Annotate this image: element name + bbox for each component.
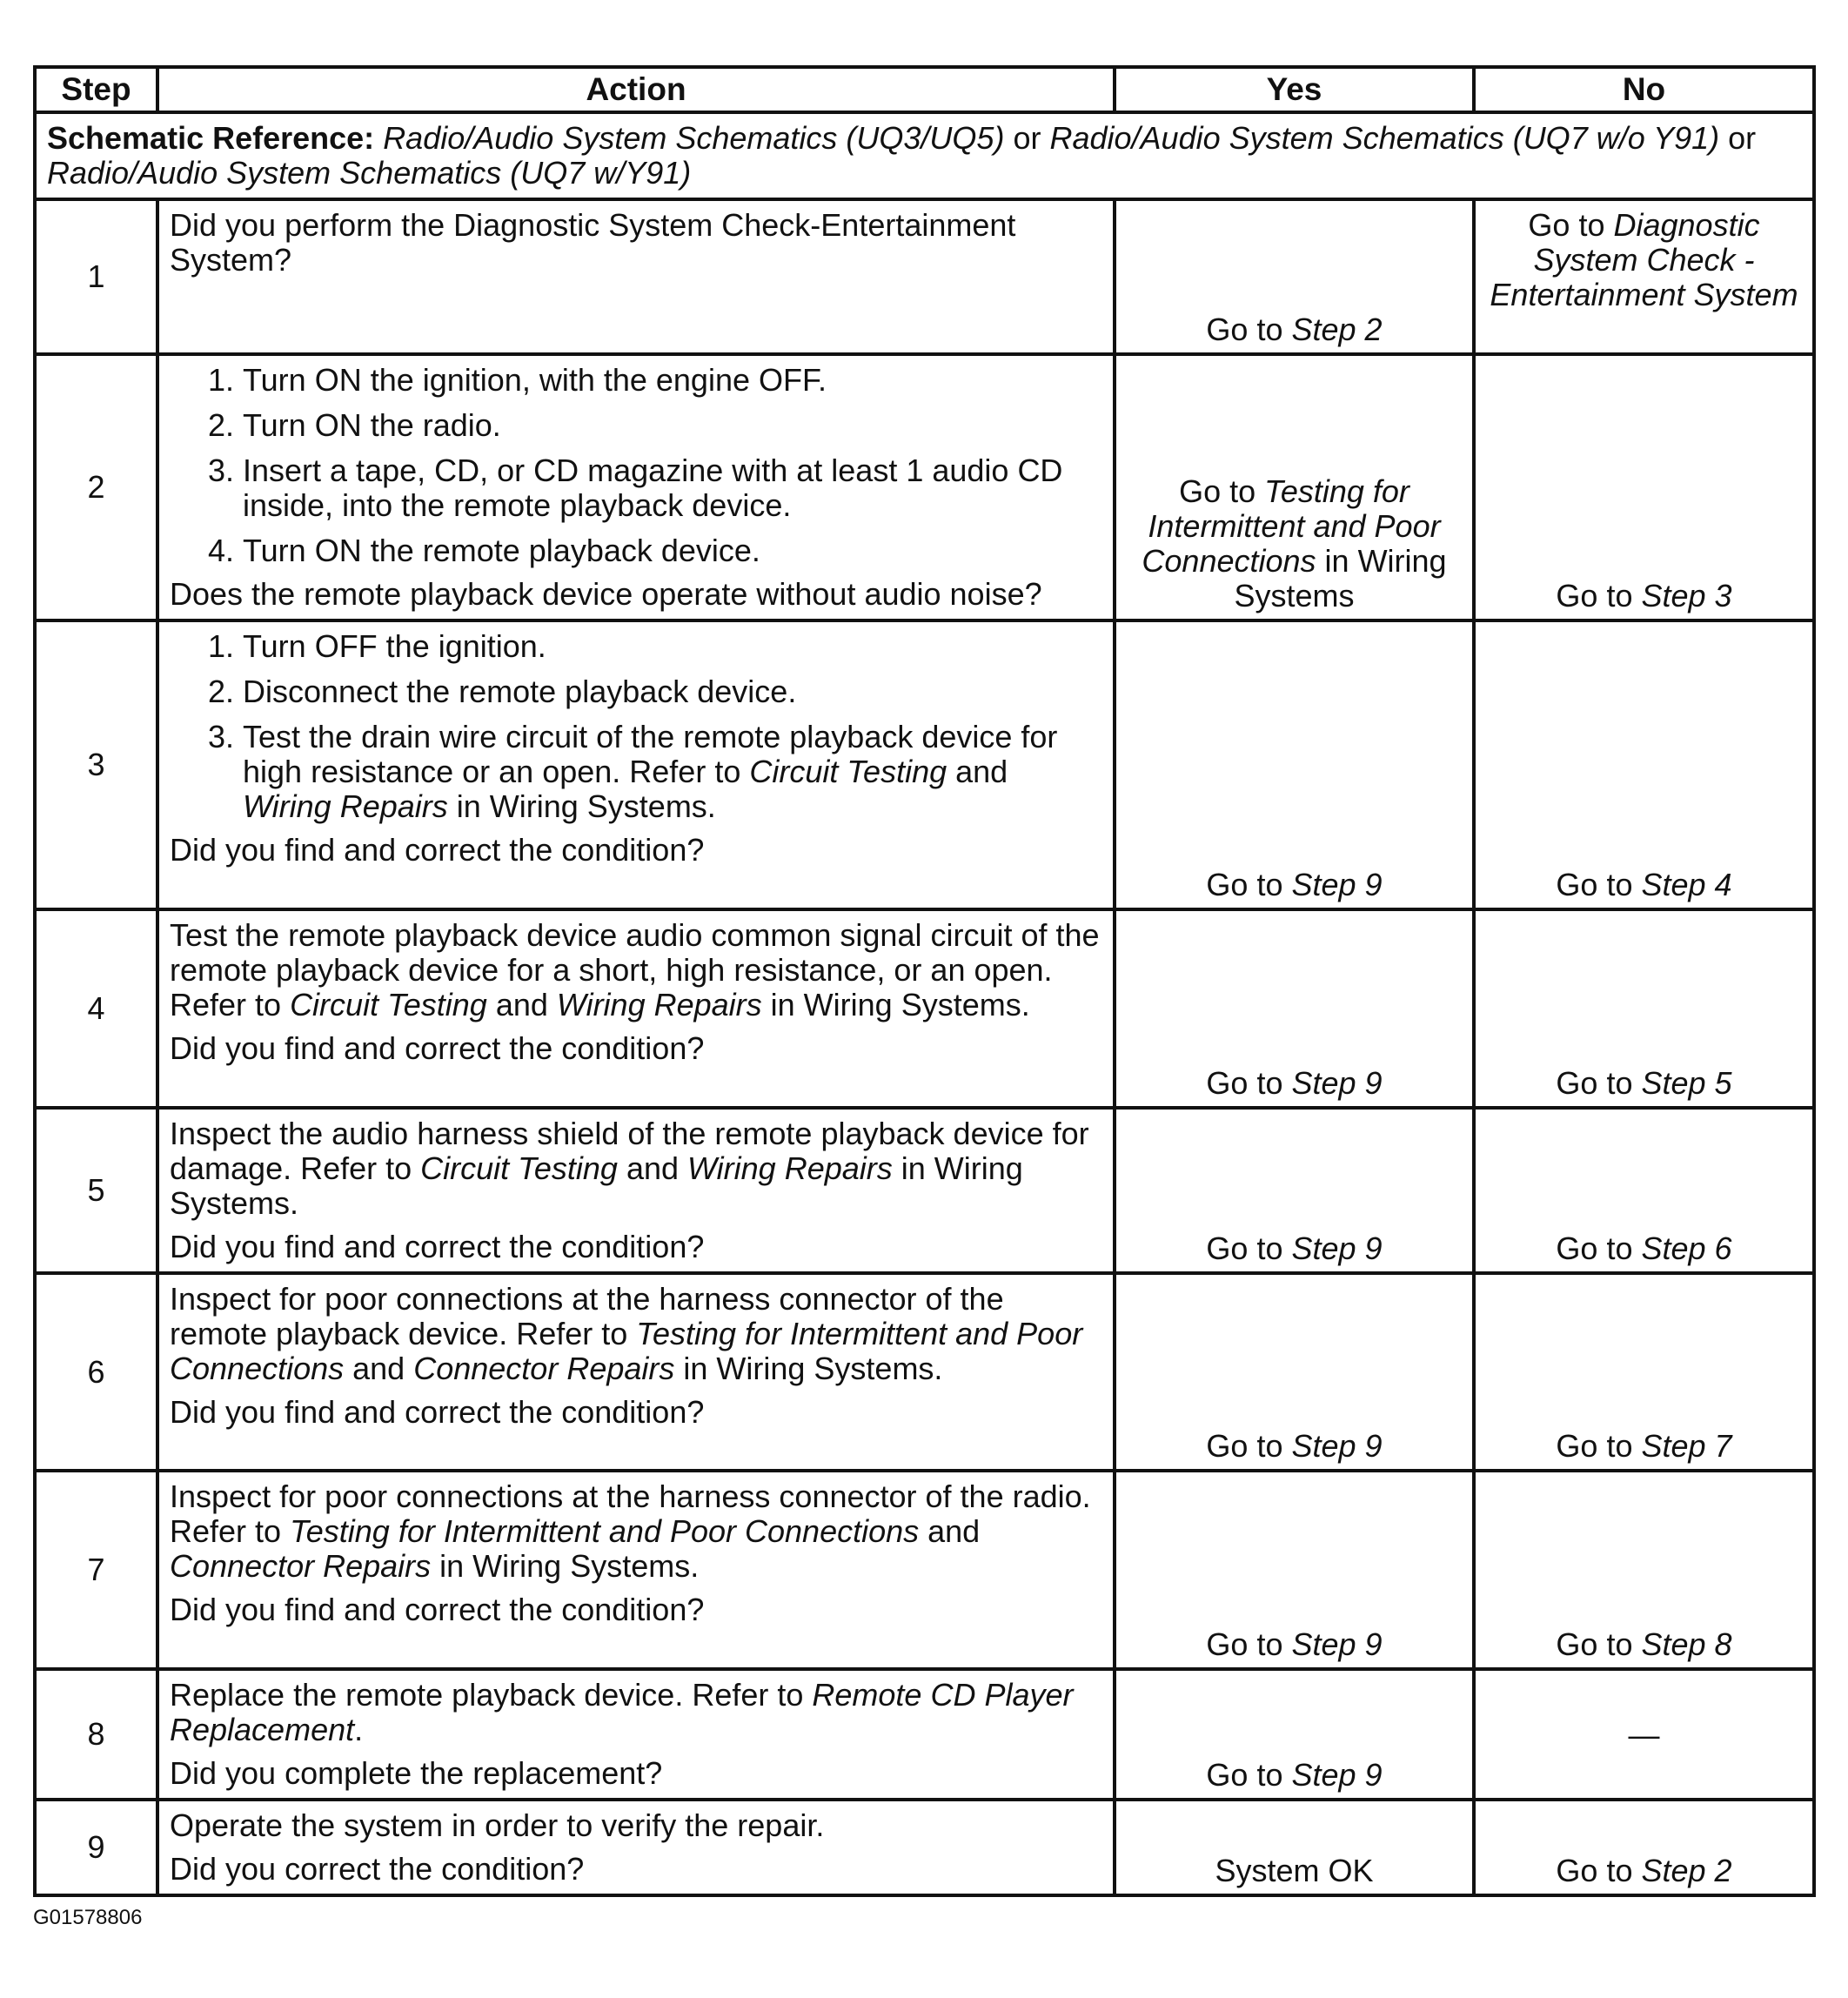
step-question: Does the remote playback device operate without audio noise?: [170, 576, 1042, 612]
no-link[interactable]: Step 5: [1641, 1065, 1732, 1101]
yes-cell: [1115, 1108, 1474, 1273]
action-text-part: in Wiring Systems.: [761, 987, 1030, 1022]
step-number: 2: [35, 354, 157, 620]
step-number: 6: [35, 1273, 157, 1471]
action-cell: [157, 909, 1115, 1108]
no-text: Go to: [1556, 1065, 1642, 1101]
yes-cell: [1115, 199, 1474, 354]
figure-id: G01578806: [33, 1906, 143, 1929]
step-question: Did you find and correct the condition?: [170, 1592, 705, 1627]
yes-link[interactable]: Step 2: [1291, 312, 1383, 347]
no-cell: [1474, 1273, 1814, 1471]
step-number: 8: [35, 1669, 157, 1800]
no-cell: [1474, 620, 1814, 909]
yes-text: System OK: [1215, 1853, 1374, 1888]
no-cell: [1474, 354, 1814, 620]
action-text-part: in Wiring Systems.: [431, 1548, 700, 1584]
schematic-ref-1[interactable]: Radio/Audio System Schematics (UQ3/UQ5): [383, 120, 1005, 156]
no-text: Go to: [1556, 1626, 1642, 1662]
reference-link[interactable]: Wiring Repairs: [556, 987, 762, 1022]
yes-text: Go to: [1179, 473, 1265, 509]
yes-text: Go to: [1206, 1757, 1292, 1793]
action-cell: [157, 1108, 1115, 1273]
action-cell: [157, 354, 1115, 620]
table-row: [35, 620, 1814, 909]
step-question: Did you find and correct the condition?: [170, 1394, 705, 1430]
yes-text: Go to: [1206, 1065, 1292, 1101]
schematic-ref-3[interactable]: Radio/Audio System Schematics (UQ7 w/Y91): [47, 155, 692, 191]
action-cell: [157, 1800, 1115, 1895]
schematic-reference-row: [35, 112, 1814, 199]
no-text: Go to: [1556, 867, 1642, 902]
yes-link[interactable]: Step 9: [1291, 1757, 1383, 1793]
step-question: Did you perform the Diagnostic System Check-Entertainment System?: [170, 207, 1016, 278]
step-number: 9: [35, 1800, 157, 1895]
no-link[interactable]: Step 8: [1641, 1626, 1732, 1662]
yes-link[interactable]: Step 9: [1291, 1065, 1383, 1101]
table-row: [35, 1108, 1814, 1273]
header-step: Step: [35, 67, 157, 112]
schematic-or: or: [1004, 120, 1050, 156]
header-action: Action: [157, 67, 1115, 112]
yes-link[interactable]: Testing for Intermittent and Poor Connections: [1142, 473, 1441, 579]
reference-link[interactable]: Wiring Repairs: [687, 1150, 893, 1186]
no-cell: [1474, 199, 1814, 354]
yes-text: Go to: [1206, 867, 1292, 902]
schematic-label: Schematic Reference:: [47, 120, 375, 156]
step-number: 7: [35, 1471, 157, 1669]
step-number: 1: [35, 199, 157, 354]
step-question: Did you find and correct the condition?: [170, 1030, 705, 1066]
action-text: [170, 1479, 1102, 1584]
no-link[interactable]: Step 4: [1641, 867, 1732, 902]
action-text-part: in Wiring Systems.: [170, 1150, 1023, 1221]
yes-cell: [1115, 1800, 1474, 1895]
action-step: 1. Turn OFF the ignition.: [243, 629, 1102, 664]
reference-link[interactable]: Connector Repairs: [170, 1548, 432, 1584]
action-text-part: and: [486, 987, 557, 1022]
action-step: 4. Turn ON the remote playback device.: [243, 533, 1102, 568]
no-link[interactable]: Diagnostic System Check - Entertainment System: [1490, 207, 1798, 312]
yes-cell: [1115, 1273, 1474, 1471]
action-text: [170, 918, 1102, 1022]
reference-link[interactable]: Circuit Testing: [420, 1150, 618, 1186]
yes-cell: [1115, 909, 1474, 1108]
action-cell: [157, 1471, 1115, 1669]
no-link[interactable]: Step 3: [1641, 578, 1732, 613]
action-step: 3. Insert a tape, CD, or CD magazine with at least 1 audio CD inside, into the remote playback device.: [243, 453, 1102, 523]
action-text-part: Inspect for poor connections at the harness connector of the radio. Refer to: [170, 1478, 1091, 1549]
no-link[interactable]: Step 7: [1641, 1428, 1732, 1464]
action-text-part: and: [344, 1351, 414, 1386]
table-row: [35, 1800, 1814, 1895]
no-cell: [1474, 1800, 1814, 1895]
yes-link[interactable]: Step 9: [1291, 1626, 1383, 1662]
step-number: 4: [35, 909, 157, 1108]
header-yes: Yes: [1115, 67, 1474, 112]
step-number: 3: [35, 620, 157, 909]
action-text: [170, 1282, 1102, 1386]
table-row: [35, 909, 1814, 1108]
no-text: Go to: [1556, 1230, 1642, 1266]
yes-cell: [1115, 620, 1474, 909]
header-no: No: [1474, 67, 1814, 112]
no-cell: [1474, 1471, 1814, 1669]
no-cell: [1474, 909, 1814, 1108]
step-question: Did you find and correct the condition?: [170, 1229, 705, 1264]
action-steps-list: [170, 629, 1102, 824]
reference-link[interactable]: Testing for Intermittent and Poor Connections: [170, 1316, 1083, 1386]
schematic-ref-2[interactable]: Radio/Audio System Schematics (UQ7 w/o Y91): [1049, 120, 1720, 156]
reference-link[interactable]: Circuit Testing: [749, 754, 947, 789]
yes-text: Go to: [1206, 1428, 1292, 1464]
yes-text: Go to: [1206, 1626, 1292, 1662]
no-text: Go to: [1556, 578, 1642, 613]
yes-link[interactable]: Step 9: [1291, 867, 1383, 902]
no-text: —: [1628, 1717, 1660, 1753]
action-cell: [157, 1669, 1115, 1800]
table-row: [35, 199, 1814, 354]
action-text: in Wiring Systems.: [447, 788, 716, 824]
schematic-reference: [35, 112, 1814, 199]
action-text-part: in Wiring Systems.: [674, 1351, 943, 1386]
step-question: Did you complete the replacement?: [170, 1755, 663, 1791]
action-text: and: [947, 754, 1008, 789]
yes-cell: [1115, 354, 1474, 620]
action-text: Test the drain wire circuit of the remote playback device for high resistance or an open. Refer to: [243, 719, 1058, 789]
action-cell: [157, 620, 1115, 909]
reference-link[interactable]: Wiring Repairs: [243, 788, 448, 824]
reference-link[interactable]: Remote CD Player Replacement: [170, 1677, 1074, 1747]
action-text-part: .: [354, 1712, 364, 1747]
yes-text-suffix: in Wiring Systems: [1234, 543, 1447, 613]
no-cell: [1474, 1108, 1814, 1273]
no-text: Go to: [1556, 1853, 1642, 1888]
action-text: [170, 1678, 1102, 1747]
step-question: Did you find and correct the condition?: [170, 832, 705, 868]
step-question: Did you correct the condition?: [170, 1851, 585, 1887]
action-text: [170, 1116, 1102, 1221]
table-row: [35, 1669, 1814, 1800]
table-row: [35, 354, 1814, 620]
diagnostic-table: [33, 65, 1816, 1897]
action-text-part: Inspect the audio harness shield of the remote playback device for damage. Refer to: [170, 1116, 1089, 1186]
yes-link[interactable]: Step 9: [1291, 1428, 1383, 1464]
action-step: 1. Turn ON the ignition, with the engine OFF.: [243, 363, 1102, 398]
action-text-part: and: [617, 1150, 688, 1186]
no-text: Go to: [1528, 207, 1614, 243]
table-row: [35, 1471, 1814, 1669]
header-row: [35, 67, 1814, 112]
action-text-part: Test the remote playback device audio common signal circuit of the remote playback device for a short, high resistance, or an open. Refer to: [170, 917, 1100, 1022]
yes-text: Go to: [1206, 312, 1292, 347]
action-steps-list: [170, 363, 1102, 568]
action-cell: [157, 1273, 1115, 1471]
yes-cell: [1115, 1669, 1474, 1800]
no-link[interactable]: Step 2: [1641, 1853, 1732, 1888]
action-step: [243, 720, 1102, 824]
yes-text: Go to: [1206, 1230, 1292, 1266]
action-step: 2. Turn ON the radio.: [243, 408, 1102, 443]
no-link[interactable]: Step 6: [1641, 1230, 1732, 1266]
action-text-part: and: [919, 1513, 981, 1549]
reference-link[interactable]: Testing for Intermittent and Poor Connections: [290, 1513, 920, 1549]
no-cell: [1474, 1669, 1814, 1800]
step-number: 5: [35, 1108, 157, 1273]
no-text: Go to: [1556, 1428, 1642, 1464]
action-text: Operate the system in order to verify the repair.: [170, 1807, 825, 1843]
yes-link[interactable]: Step 9: [1291, 1230, 1383, 1266]
table-row: [35, 1273, 1814, 1471]
yes-cell: [1115, 1471, 1474, 1669]
action-step: 2. Disconnect the remote playback device.: [243, 674, 1102, 709]
schematic-or: or: [1719, 120, 1757, 156]
reference-link[interactable]: Connector Repairs: [413, 1351, 675, 1386]
action-text-part: Inspect for poor connections at the harness connector of the remote playback device. Refer to: [170, 1281, 1004, 1351]
action-cell: [157, 199, 1115, 354]
action-text-part: Replace the remote playback device. Refer to: [170, 1677, 813, 1713]
reference-link[interactable]: Circuit Testing: [290, 987, 487, 1022]
